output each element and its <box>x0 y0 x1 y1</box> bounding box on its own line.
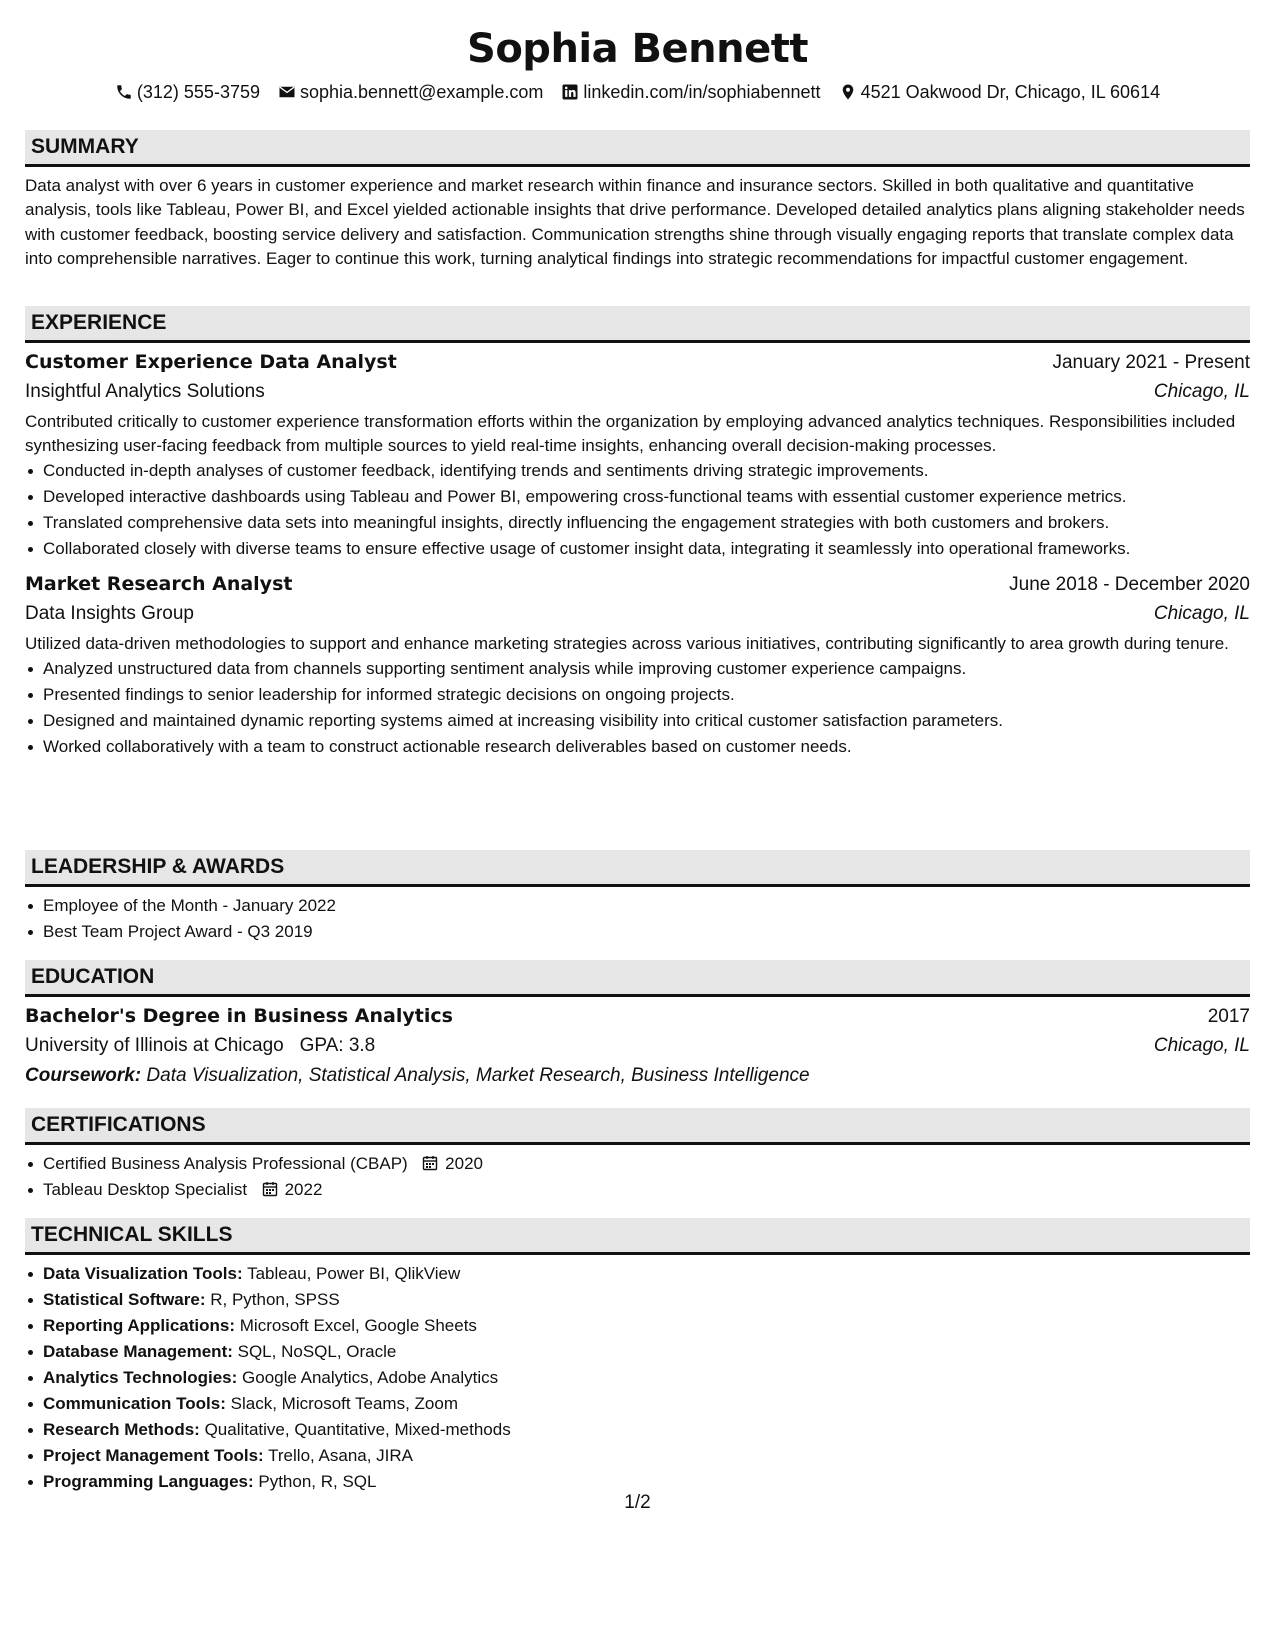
list-item: Presented findings to senior leadership for informed strategic decisions on ongoing projects. <box>43 683 1250 707</box>
list-item: Conducted in-depth analyses of customer feedback, identifying trends and sentiments driving strategic improvements. <box>43 459 1250 483</box>
job-description: Contributed critically to customer experience transformation efforts within the organization by employing advanced analytics techniques. Responsibilities included synthesizing user-facing feedback from multiple sources to yield real-time insights, enhancing overall decision-making processes. <box>25 412 1236 456</box>
skill-label: Research Methods: <box>43 1420 200 1439</box>
skill-label: Data Visualization Tools: <box>43 1264 243 1283</box>
list-item: Employee of the Month - January 2022 <box>43 894 1250 918</box>
list-item: Translated comprehensive data sets into meaningful insights, directly influencing the engagement strategies with both customers and brokers. <box>43 511 1250 535</box>
job-dates: January 2021 - Present <box>1052 352 1250 373</box>
linkedin-icon <box>561 83 579 101</box>
awards-list <box>25 894 1250 944</box>
skill-label: Programming Languages: <box>43 1472 254 1491</box>
job-description: Utilized data-driven methodologies to support and enhance marketing strategies across various initiatives, contributing significantly to area growth during tenure. <box>25 634 1229 654</box>
page-number: 1/2 <box>624 1492 651 1513</box>
skill-value: Tableau, Power BI, QlikView <box>247 1264 461 1283</box>
job-location: Chicago, IL <box>1153 381 1250 402</box>
list-item <box>43 1178 1250 1202</box>
skill-value: Microsoft Excel, Google Sheets <box>239 1316 477 1335</box>
skill-label: Project Management Tools: <box>43 1446 264 1465</box>
list-item: Developed interactive dashboards using Tableau and Power BI, empowering cross-functional teams with essential customer experience metrics. <box>43 485 1250 509</box>
section-heading-education: EDUCATION <box>25 960 1250 997</box>
coursework-list: Data Visualization, Statistical Analysis, Market Research, Business Intelligence <box>146 1065 810 1086</box>
list-item <box>43 1340 1250 1364</box>
list-item: Designed and maintained dynamic reporting systems aimed at increasing visibility into critical customer satisfaction parameters. <box>43 709 1250 733</box>
list-item: Analyzed unstructured data from channels supporting sentiment analysis while improving customer experience campaigns. <box>43 657 1250 681</box>
skills-list <box>25 1262 1250 1494</box>
list-item <box>43 1314 1250 1338</box>
education-section <box>25 960 1250 1091</box>
certifications-section <box>25 1108 1250 1204</box>
list-item: Worked collaboratively with a team to construct actionable research deliverables based on customer needs. <box>43 735 1250 759</box>
contact-address <box>839 80 1161 104</box>
contact-linkedin <box>561 80 820 104</box>
calendar-icon <box>422 1154 438 1170</box>
skill-label: Communication Tools: <box>43 1394 226 1413</box>
section-heading-certifications: CERTIFICATIONS <box>25 1108 1250 1145</box>
skill-value: SQL, NoSQL, Oracle <box>237 1342 397 1361</box>
phone-text: (312) 555-3759 <box>136 82 260 102</box>
list-item <box>43 1392 1250 1416</box>
job-entry <box>25 347 1250 561</box>
school-name: University of Illinois at Chicago <box>25 1035 284 1056</box>
certifications-list <box>25 1152 1250 1202</box>
list-item: Best Team Project Award - Q3 2019 <box>43 920 1250 944</box>
list-item <box>43 1418 1250 1442</box>
phone-icon <box>115 83 133 101</box>
job-title: Customer Experience Data Analyst <box>25 351 397 373</box>
school-line <box>25 1031 375 1061</box>
coursework-label: Coursework: <box>25 1065 142 1086</box>
school-location: Chicago, IL <box>1153 1035 1250 1056</box>
resume-page <box>25 0 1250 1491</box>
list-item <box>43 1444 1250 1468</box>
job-bullets <box>25 459 1250 561</box>
linkedin-link[interactable]: linkedin.com/in/sophiabennett <box>583 82 821 102</box>
contact-email <box>278 80 543 104</box>
map-pin-icon <box>839 83 857 101</box>
awards-section <box>25 850 1250 946</box>
job-bullets <box>25 657 1250 759</box>
list-item <box>43 1366 1250 1390</box>
job-company: Insightful Analytics Solutions <box>25 381 265 402</box>
email-link[interactable]: sophia.bennett@example.com <box>299 82 544 102</box>
cert-year: 2020 <box>445 1154 483 1173</box>
cert-year: 2022 <box>284 1180 323 1199</box>
degree-title: Bachelor's Degree in Business Analytics <box>25 1005 453 1027</box>
calendar-icon <box>262 1180 278 1196</box>
summary-text: Data analyst with over 6 years in customer experience and market research within finance and insurance sectors. Skilled in both qualitative and quantitative analysis, tools like Tableau, Power BI, and Excel yielded actionable insights that drive performance. Developed detailed analytics plans aligning stakeholder needs with customer feedback, boosting service delivery and satisfaction. Communication strengths shine through visually engaging reports that translate complex data into comprehensible narratives. Eager to continue this work, turning analytical findings into strategic recommendations for impactful customer engagement. <box>25 176 1245 269</box>
experience-section <box>25 306 1250 761</box>
summary-section <box>25 130 1250 272</box>
job-location: Chicago, IL <box>1153 603 1250 625</box>
section-heading-skills: TECHNICAL SKILLS <box>25 1218 1250 1255</box>
skill-value: Google Analytics, Adobe Analytics <box>242 1368 499 1387</box>
skill-value: Python, R, SQL <box>258 1472 377 1491</box>
gpa: GPA: 3.8 <box>299 1035 376 1056</box>
contact-bar <box>25 80 1250 104</box>
skills-section <box>25 1218 1250 1496</box>
skill-value: R, Python, SPSS <box>210 1290 340 1309</box>
skill-label: Statistical Software: <box>43 1290 206 1309</box>
list-item <box>43 1152 1250 1176</box>
envelope-icon <box>278 83 296 101</box>
skill-value: Slack, Microsoft Teams, Zoom <box>230 1394 458 1413</box>
cert-name: Tableau Desktop Specialist <box>43 1180 248 1199</box>
job-entry <box>25 569 1250 759</box>
coursework-line <box>25 1061 1250 1091</box>
job-title: Market Research Analyst <box>25 573 293 596</box>
section-heading-summary: SUMMARY <box>25 130 1250 167</box>
contact-phone <box>115 80 260 104</box>
section-heading-experience: EXPERIENCE <box>25 306 1250 343</box>
skill-label: Database Management: <box>43 1342 233 1361</box>
section-heading-awards: LEADERSHIP & AWARDS <box>25 850 1250 887</box>
graduation-year: 2017 <box>1207 1006 1250 1027</box>
skill-value: Qualitative, Quantitative, Mixed-methods <box>204 1420 511 1439</box>
cert-name: Certified Business Analysis Professional (CBAP) <box>43 1154 408 1173</box>
list-item <box>43 1288 1250 1312</box>
job-dates: June 2018 - December 2020 <box>1009 574 1250 596</box>
skill-label: Reporting Applications: <box>43 1316 236 1335</box>
candidate-name: Sophia Bennett <box>467 26 808 72</box>
list-item <box>43 1262 1250 1286</box>
list-item: Collaborated closely with diverse teams to ensure effective usage of customer insight data, integrating it seamlessly into operational frameworks. <box>43 537 1250 561</box>
skill-label: Analytics Technologies: <box>43 1368 238 1387</box>
skill-value: Trello, Asana, JIRA <box>268 1446 414 1465</box>
job-company: Data Insights Group <box>25 603 194 625</box>
address-text: 4521 Oakwood Dr, Chicago, IL 60614 <box>860 82 1161 102</box>
